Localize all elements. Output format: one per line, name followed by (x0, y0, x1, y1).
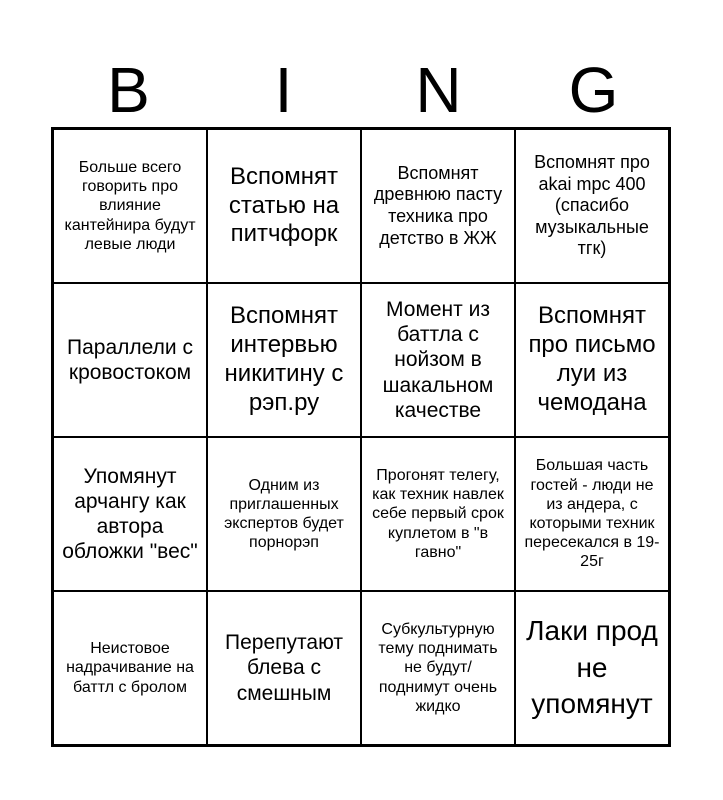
bingo-cell[interactable]: Вспомнят статью на питчфорк (207, 129, 361, 283)
title-letter-g: G (568, 54, 619, 126)
bingo-board (51, 127, 671, 747)
bingo-cell[interactable]: Неистовое надрачивание на баттл с бролом (53, 591, 207, 745)
bingo-cell[interactable]: Вспомнят про akai mpc 400 (спасибо музыкальные тгк) (515, 129, 669, 283)
title-letter-b: B (107, 54, 150, 126)
bingo-cell[interactable]: Прогонят телегу, как техник навлек себе первый срок куплетом в "в гавно" (361, 437, 515, 591)
bingo-cell[interactable]: Перепутают блева с смешным (207, 591, 361, 745)
bingo-cell[interactable]: Лаки прод не упомянут (515, 591, 669, 745)
bingo-cell[interactable]: Вспомнят интервью никитину с рэп.ру (207, 283, 361, 437)
bingo-cell[interactable]: Одним из приглашенных экспертов будет порнорэп (207, 437, 361, 591)
bingo-cell[interactable]: Момент из баттла с нойзом в шакальном качестве (361, 283, 515, 437)
bingo-cell[interactable]: Субкультурную тему поднимать не будут/ поднимут очень жидко (361, 591, 515, 745)
title-letter-i: I (274, 54, 293, 126)
bingo-title (51, 52, 671, 128)
bingo-cell[interactable]: Упомянут арчангу как автора обложки "вес" (53, 437, 207, 591)
bingo-cell[interactable]: Вспомнят про письмо луи из чемодана (515, 283, 669, 437)
bingo-cell[interactable]: Больше всего говорить про влияние кантейнира будут левые люди (53, 129, 207, 283)
title-letter-n: N (415, 54, 462, 126)
bingo-cell[interactable]: Большая часть гостей - люди не из андера, с которыми техник пересекался в 19-25г (515, 437, 669, 591)
bingo-cell[interactable]: Вспомнят древнюю пасту техника про детство в ЖЖ (361, 129, 515, 283)
bingo-cell[interactable]: Параллели с кровостоком (53, 283, 207, 437)
